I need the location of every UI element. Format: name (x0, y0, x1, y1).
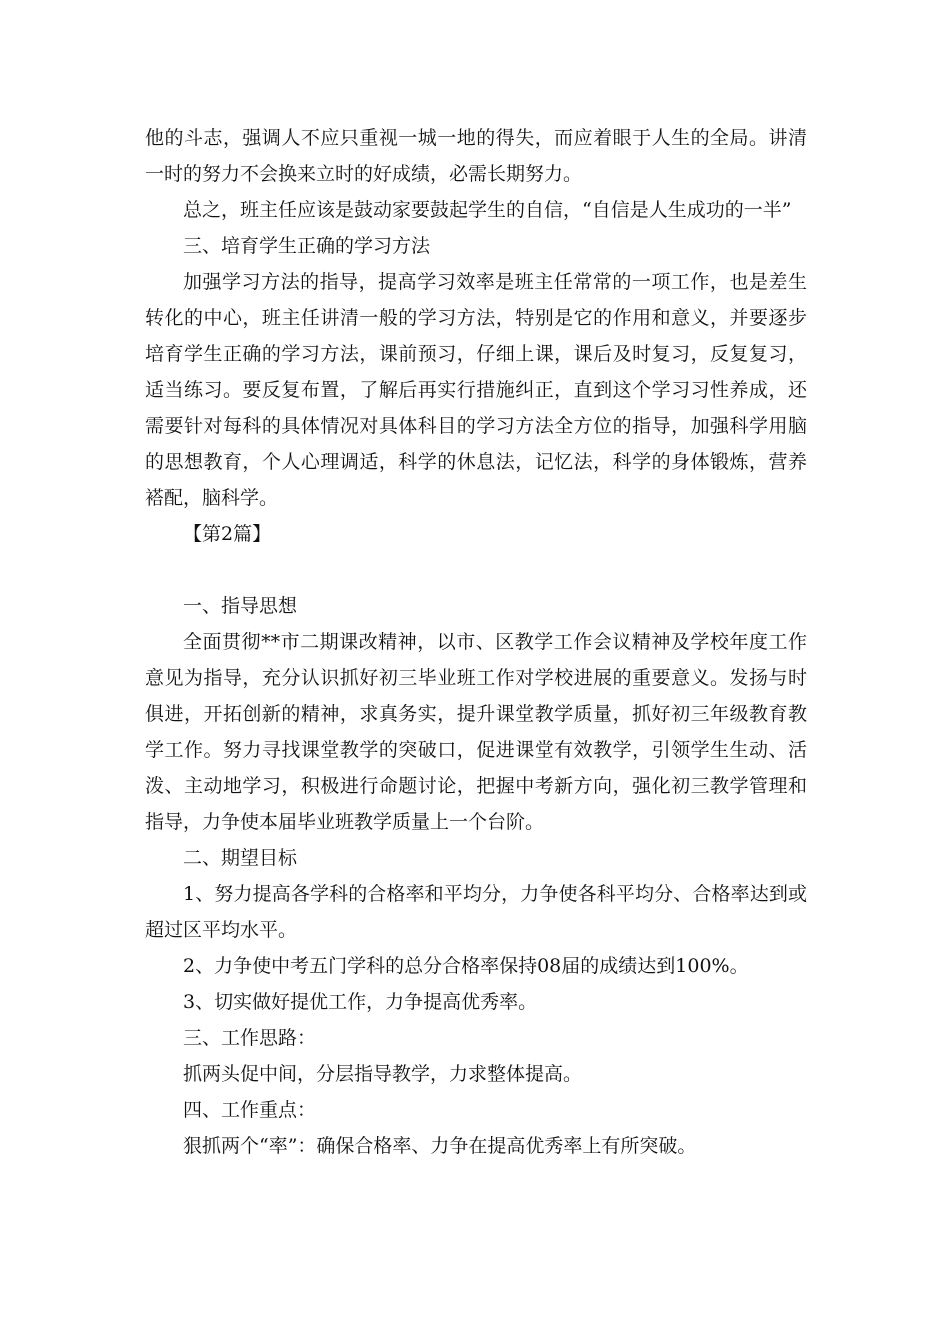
paragraph-guiding-thought: 全面贯彻**市二期课改精神，以市、区教学工作会议精神及学校年度工作意见为指导，充分认识抓好初三毕业班工作对学校进展的重要意义。发扬与时俱进，开拓创新的精神，求真务实，提升课堂教学质量，抓好初三年级教育教学工作。努力寻找课堂教学的突破口，促进课堂有效教学，引领学生生动、活泼、主动地学习，积极进行命题讨论，把握中考新方向，强化初三教学管理和指导，力争使本届毕业班教学质量上一个台阶。 (145, 631, 807, 833)
section-heading-work-approach: 三、工作思路： (183, 1027, 317, 1049)
goal-item-2: 2、力争使中考五门学科的总分合格率保持08届的成绩达到100%。 (183, 955, 749, 977)
blank-line (145, 552, 807, 588)
section-heading-study-methods: 三、培育学生正确的学习方法 (183, 235, 431, 257)
paragraph-work-focus: 狠抓两个“率”：确保合格率、力争在提高优秀率上有所突破。 (183, 1135, 697, 1157)
section-heading-guiding-thought: 一、指导思想 (183, 595, 298, 617)
goal-item-1: 1、努力提高各学科的合格率和平均分，力争使各科平均分、合格率达到或超过区平均水平。 (145, 883, 807, 941)
section-heading-work-focus: 四、工作重点： (183, 1099, 317, 1121)
section-heading-goals: 二、期望目标 (183, 847, 298, 869)
part-heading-article-2: 【第2篇】 (183, 523, 272, 545)
paragraph-summary: 总之，班主任应该是鼓动家要鼓起学生的自信，“自信是人生成功的一半” (183, 199, 792, 221)
goal-item-3: 3、切实做好提优工作，力争提高优秀率。 (183, 991, 538, 1013)
document-body (145, 120, 807, 1164)
paragraph-continuation: 他的斗志，强调人不应只重视一城一地的得失，而应着眼于人生的全局。讲清一时的努力不会换来立时的好成绩，必需长期努力。 (145, 127, 807, 185)
paragraph-work-approach: 抓两头促中间，分层指导教学，力求整体提高。 (183, 1063, 583, 1085)
paragraph-study-methods: 加强学习方法的指导，提高学习效率是班主任常常的一项工作，也是差生转化的中心，班主任讲清一般的学习方法，特别是它的作用和意义，并要逐步培育学生正确的学习方法，课前预习，仔细上课，课后及时复习，反复复习，适当练习。要反复布置，了解后再实行措施纠正，直到这个学习习性养成，还需要针对每科的具体情况对具体科目的学习方法全方位的指导，加强科学用脑的思想教育，个人心理调适，科学的休息法，记忆法，科学的身体锻炼，营养褡配，脑科学。 (145, 271, 807, 509)
